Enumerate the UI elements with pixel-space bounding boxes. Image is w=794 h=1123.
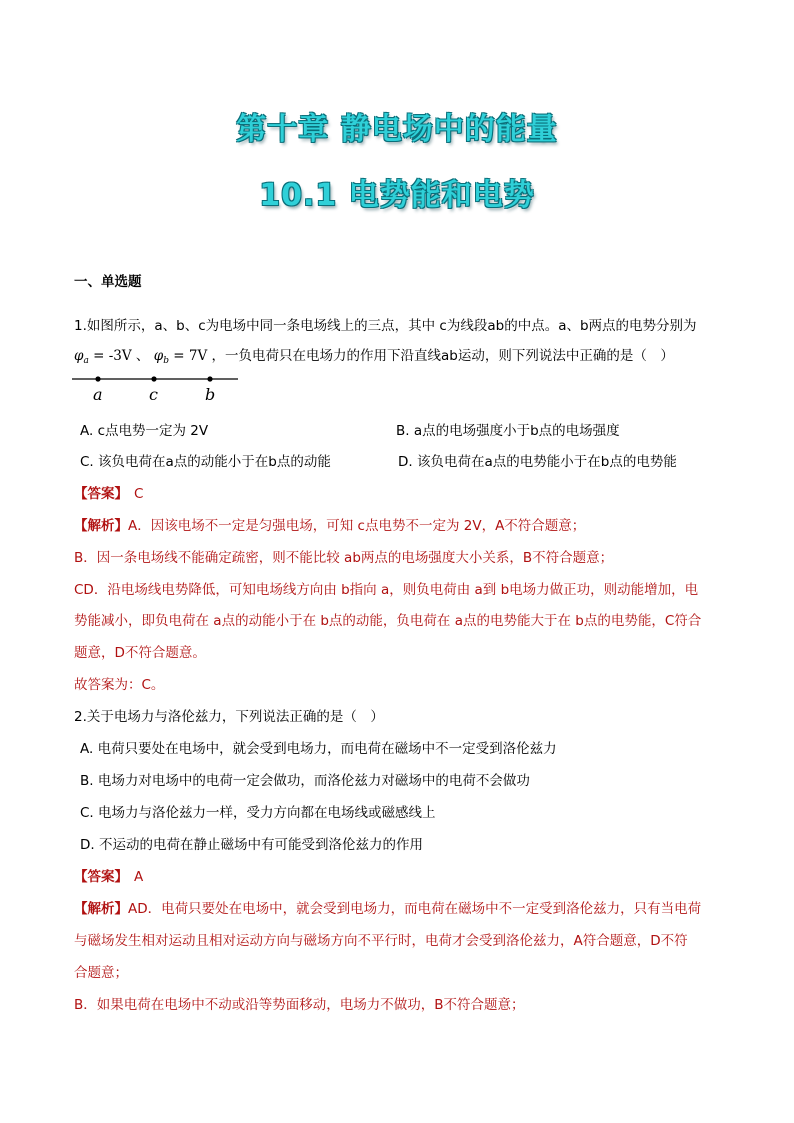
q2-option-b: B. 电场力对电场中的电荷一定会做功，而洛伦兹力对磁场中的电荷不会做功 xyxy=(80,773,530,789)
q1-answer-value: C xyxy=(134,486,144,502)
q2-analysis-line4: B．如果电荷在电场中不动或沿等势面移动，电场力不做功，B不符合题意； xyxy=(74,997,525,1013)
section-header: 一、单选题 xyxy=(74,274,142,290)
q1-stem-line2 xyxy=(74,346,674,371)
point-a-label: a xyxy=(93,385,103,404)
phi-value-a: = -3V xyxy=(93,348,132,364)
q1-analysis-label: 【解析】 xyxy=(74,518,128,534)
phi-subscript-b: b xyxy=(163,356,169,366)
q1-option-a: A. c点电势一定为 2V xyxy=(80,423,209,439)
q1-analysis-text1: A．因该电场不一定是匀强电场，可知 c点电势不一定为 2V，A不符合题意； xyxy=(128,518,586,534)
q1-option-c: C. 该负电荷在a点的动能小于在b点的动能 xyxy=(80,454,331,470)
point-c-dot xyxy=(151,376,156,381)
field-line-diagram xyxy=(70,372,245,406)
q2-analysis-line3: 合题意； xyxy=(74,965,128,981)
q2-analysis-line1 xyxy=(74,899,701,919)
q2-answer-value: A xyxy=(134,869,144,885)
q1-option-b: B. a点的电场强度小于b点的电场强度 xyxy=(396,423,620,439)
phi-subscript-a: a xyxy=(83,356,89,366)
section-title: 10.1 电势能和电势 xyxy=(259,178,535,213)
q2-answer xyxy=(74,867,143,887)
phi-symbol-b: φ xyxy=(153,348,164,364)
point-c-label: c xyxy=(149,385,158,404)
phi-value-b: = 7V xyxy=(173,348,208,364)
q1-stem-line1: 1.如图所示，a、b、c为电场中同一条电场线上的三点，其中 c为线段ab的中点。a、b两点的电势分别为 xyxy=(74,318,697,334)
q2-option-a: A. 电荷只要处在电场中，就会受到电场力，而电荷在磁场中不一定受到洛伦兹力 xyxy=(80,741,557,757)
q1-conclusion: 故答案为：C。 xyxy=(74,677,165,693)
q1-analysis-line3: CD．沿电场线电势降低，可知电场线方向由 b指向 a，则负电荷由 a到 b电场力做正功，则动能增加，电 xyxy=(74,582,699,598)
q2-analysis-label: 【解析】 xyxy=(74,901,128,917)
q1-answer-label: 【答案】 xyxy=(74,486,128,502)
q2-option-c: C. 电场力与洛伦兹力一样，受力方向都在电场线或磁感线上 xyxy=(80,805,436,821)
q1-analysis-line1 xyxy=(74,516,585,536)
q1-stem-rest: ，一负电荷只在电场力的作用下沿直线ab运动，则下列说法中正确的是（ ） xyxy=(207,348,674,364)
q2-option-d: D. 不运动的电荷在静止磁场中有可能受到洛伦兹力的作用 xyxy=(80,837,423,853)
q2-stem: 2.关于电场力与洛伦兹力，下列说法正确的是（ ） xyxy=(74,709,384,725)
q2-analysis-line2: 与磁场发生相对运动且相对运动方向与磁场方向不平行时，电荷才会受到洛伦兹力，A符合题意，D不符 xyxy=(74,933,688,949)
q1-answer xyxy=(74,484,143,504)
point-b-dot xyxy=(207,376,212,381)
point-b-label: b xyxy=(205,385,216,404)
q2-answer-label: 【答案】 xyxy=(74,869,128,885)
q2-analysis-text1: AD．电荷只要处在电场中，就会受到电场力，而电荷在磁场中不一定受到洛伦兹力，只有当电荷 xyxy=(128,901,702,917)
q1-analysis-line4: 势能减小，即负电荷在 a点的动能小于在 b点的动能，负电荷在 a点的电势能大于在 b点的电势能，C符合 xyxy=(74,613,702,629)
point-a-dot xyxy=(95,376,100,381)
phi-separator: 、 xyxy=(131,348,154,364)
q1-option-d: D. 该负电荷在a点的电势能小于在b点的电势能 xyxy=(398,454,677,470)
q1-analysis-line5: 题意，D不符合题意。 xyxy=(74,645,206,661)
chapter-title: 第十章 静电场中的能量 xyxy=(236,112,558,147)
q1-analysis-line2: B．因一条电场线不能确定疏密，则不能比较 ab两点的电场强度大小关系，B不符合题意； xyxy=(74,550,614,566)
phi-symbol-a: φ xyxy=(74,348,84,364)
